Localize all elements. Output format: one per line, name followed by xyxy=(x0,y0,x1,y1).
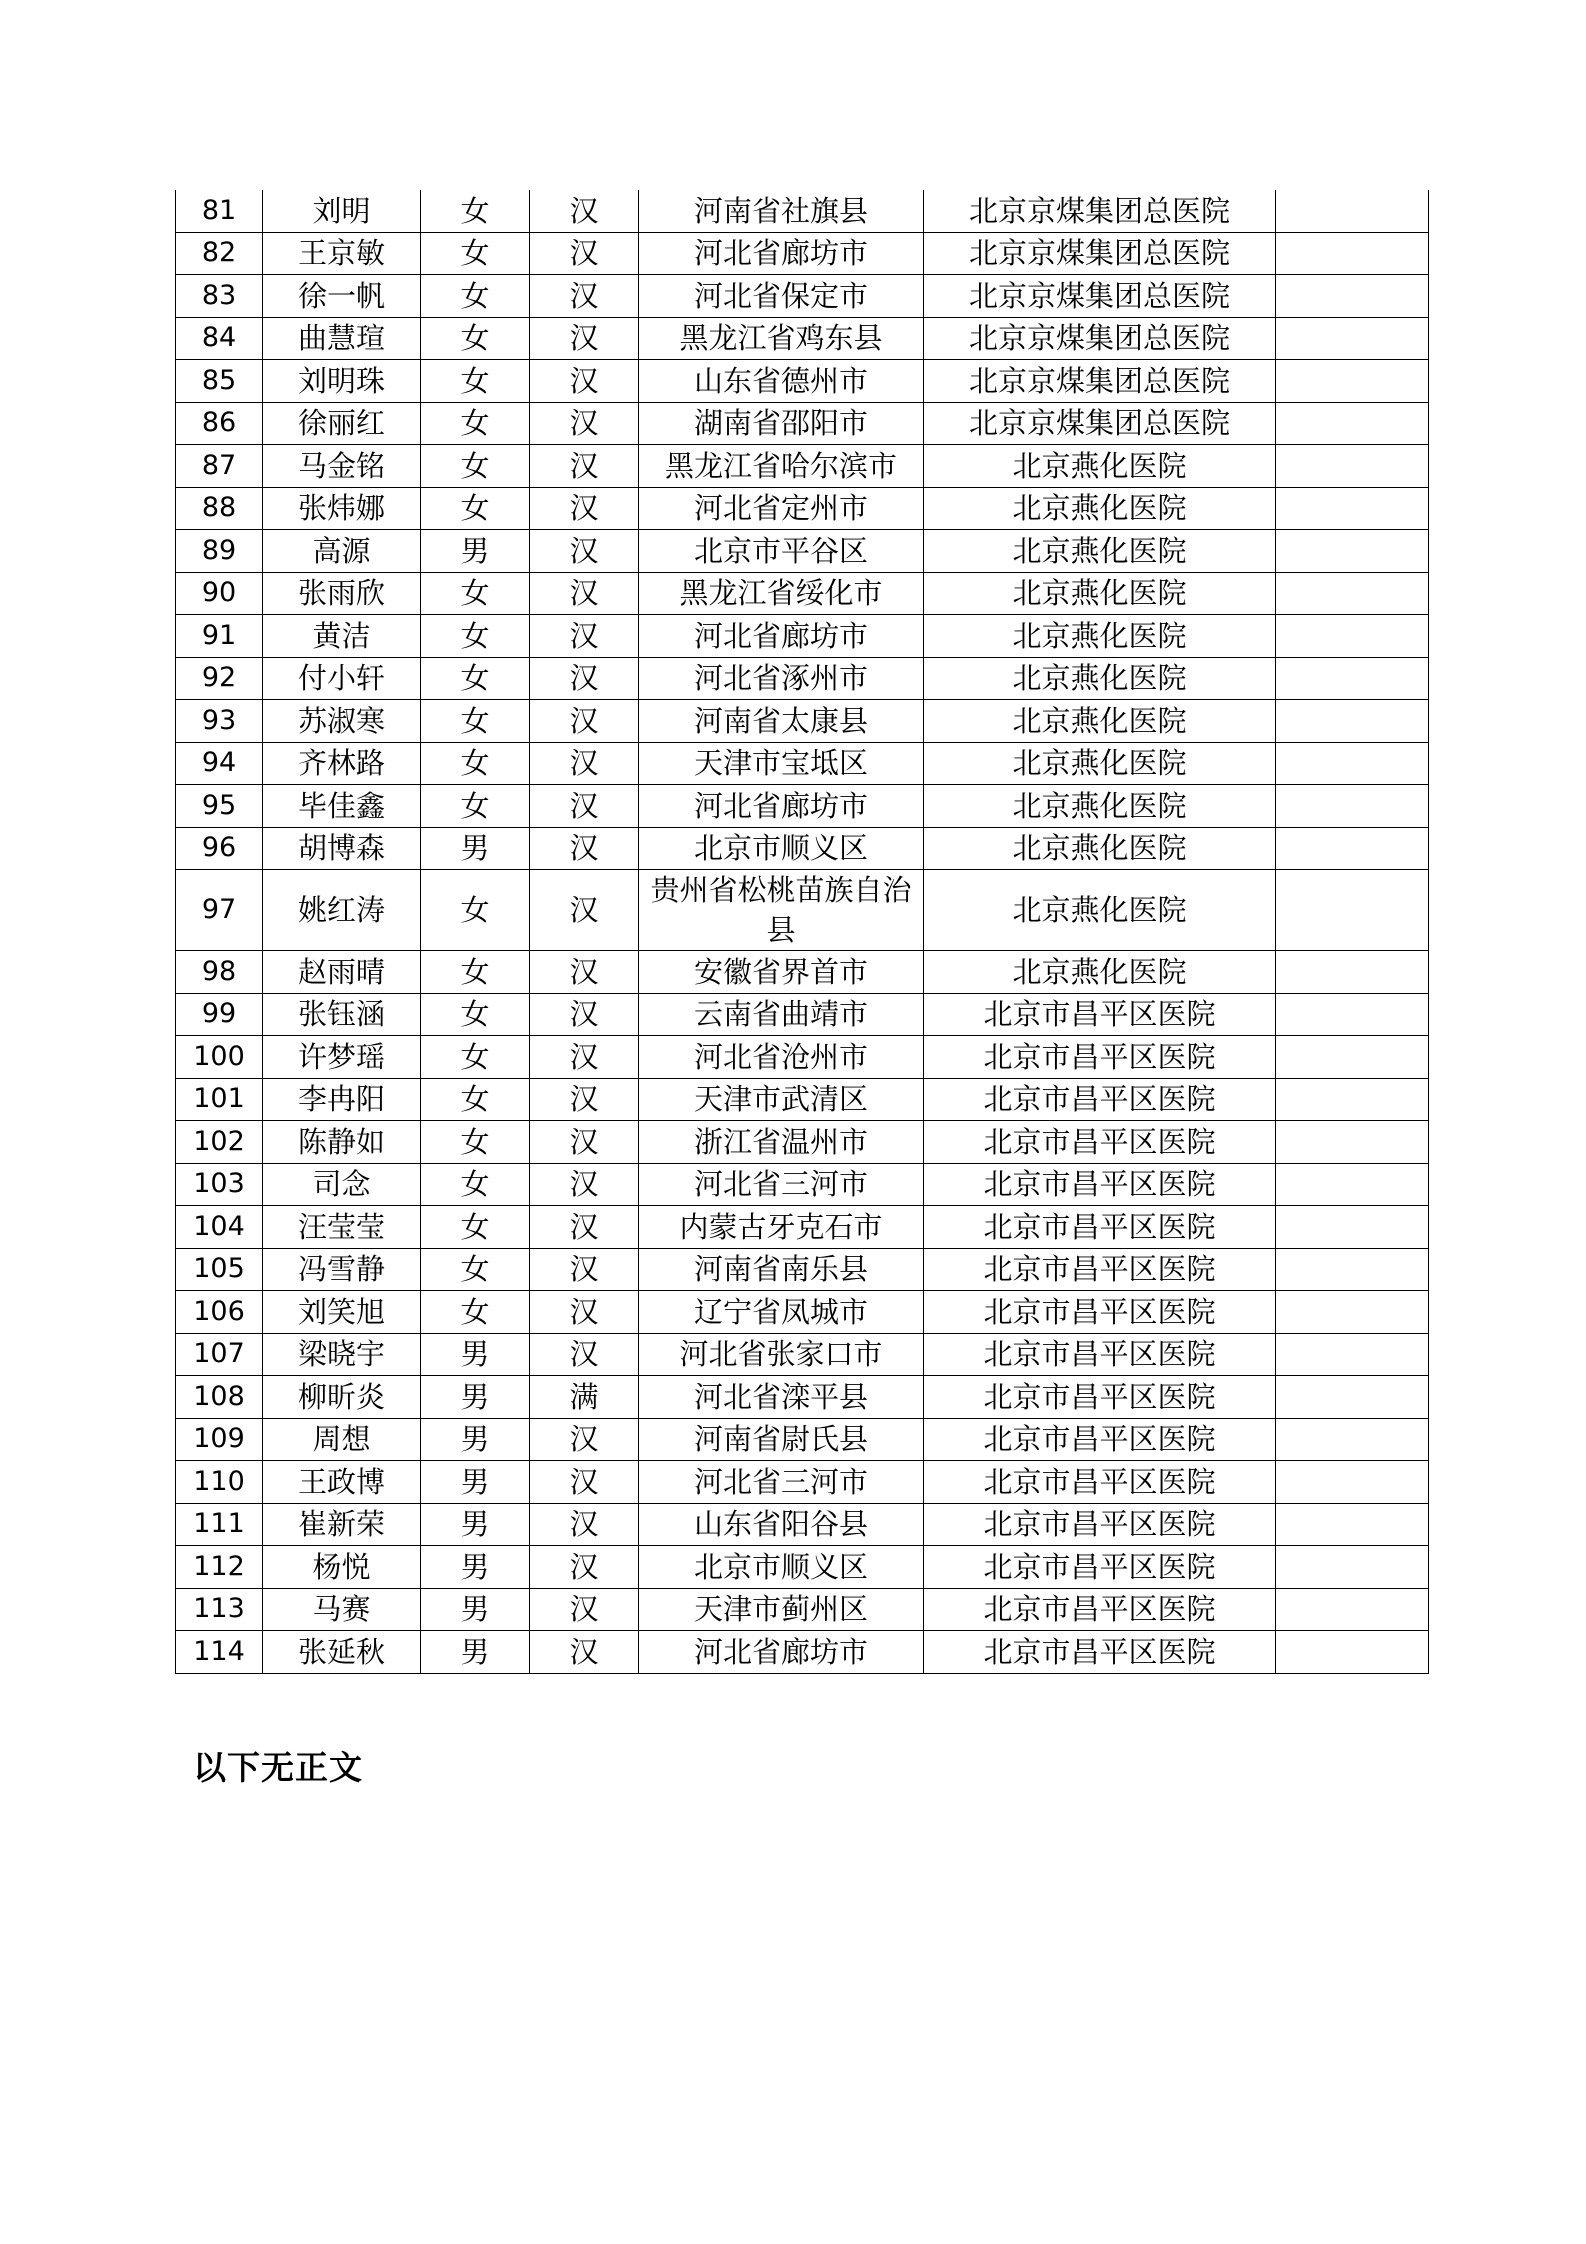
cell-ethnicity: 汉 xyxy=(530,1333,639,1376)
cell-ethnicity: 汉 xyxy=(530,1546,639,1589)
cell-ethnicity: 汉 xyxy=(530,951,639,994)
cell-name: 张炜娜 xyxy=(263,487,421,530)
cell-note xyxy=(1276,360,1429,403)
cell-sex: 男 xyxy=(421,1418,530,1461)
cell-sex: 女 xyxy=(421,785,530,828)
table-row xyxy=(176,317,1429,360)
cell-sex: 女 xyxy=(421,572,530,615)
cell-note xyxy=(1276,402,1429,445)
cell-sex: 女 xyxy=(421,402,530,445)
cell-hospital: 北京京煤集团总医院 xyxy=(924,190,1276,232)
cell-sex: 男 xyxy=(421,1461,530,1504)
cell-hospital: 北京燕化医院 xyxy=(924,657,1276,700)
cell-ethnicity: 汉 xyxy=(530,275,639,318)
cell-origin: 河北省沧州市 xyxy=(639,1036,924,1079)
cell-sex: 男 xyxy=(421,1588,530,1631)
table-row xyxy=(176,700,1429,743)
cell-sex: 女 xyxy=(421,275,530,318)
table-row xyxy=(176,275,1429,318)
cell-hospital: 北京市昌平区医院 xyxy=(924,1206,1276,1249)
cell-origin: 山东省德州市 xyxy=(639,360,924,403)
cell-name: 李冉阳 xyxy=(263,1078,421,1121)
cell-sex: 女 xyxy=(421,700,530,743)
cell-name: 刘明珠 xyxy=(263,360,421,403)
cell-origin: 辽宁省凤城市 xyxy=(639,1291,924,1334)
cell-hospital: 北京京煤集团总医院 xyxy=(924,275,1276,318)
cell-hospital: 北京市昌平区医院 xyxy=(924,1163,1276,1206)
cell-name: 柳昕炎 xyxy=(263,1376,421,1419)
cell-number: 81 xyxy=(176,190,263,232)
cell-number: 101 xyxy=(176,1078,263,1121)
cell-ethnicity: 汉 xyxy=(530,1291,639,1334)
cell-note xyxy=(1276,785,1429,828)
cell-ethnicity: 汉 xyxy=(530,827,639,870)
cell-number: 92 xyxy=(176,657,263,700)
cell-hospital: 北京燕化医院 xyxy=(924,870,1276,951)
cell-name: 司念 xyxy=(263,1163,421,1206)
cell-ethnicity: 满 xyxy=(530,1376,639,1419)
cell-number: 109 xyxy=(176,1418,263,1461)
cell-origin: 云南省曲靖市 xyxy=(639,993,924,1036)
cell-hospital: 北京市昌平区医院 xyxy=(924,1588,1276,1631)
cell-name: 张延秋 xyxy=(263,1631,421,1674)
cell-ethnicity: 汉 xyxy=(530,993,639,1036)
cell-number: 96 xyxy=(176,827,263,870)
cell-name: 徐丽红 xyxy=(263,402,421,445)
table-row xyxy=(176,1546,1429,1589)
cell-ethnicity: 汉 xyxy=(530,1461,639,1504)
cell-name: 陈静如 xyxy=(263,1121,421,1164)
cell-origin: 湖南省邵阳市 xyxy=(639,402,924,445)
cell-hospital: 北京市昌平区医院 xyxy=(924,1121,1276,1164)
cell-sex: 男 xyxy=(421,1503,530,1546)
cell-name: 姚红涛 xyxy=(263,870,421,951)
cell-sex: 女 xyxy=(421,951,530,994)
cell-note xyxy=(1276,445,1429,488)
cell-name: 梁晓宇 xyxy=(263,1333,421,1376)
cell-hospital: 北京市昌平区医院 xyxy=(924,1418,1276,1461)
cell-number: 104 xyxy=(176,1206,263,1249)
cell-number: 98 xyxy=(176,951,263,994)
table-row xyxy=(176,1291,1429,1334)
cell-note xyxy=(1276,1206,1429,1249)
cell-number: 103 xyxy=(176,1163,263,1206)
cell-hospital: 北京市昌平区医院 xyxy=(924,1631,1276,1674)
table-row xyxy=(176,993,1429,1036)
cell-name: 付小轩 xyxy=(263,657,421,700)
table-row xyxy=(176,1588,1429,1631)
cell-origin: 河北省三河市 xyxy=(639,1461,924,1504)
cell-name: 徐一帆 xyxy=(263,275,421,318)
table-row xyxy=(176,1206,1429,1249)
cell-note xyxy=(1276,827,1429,870)
cell-sex: 男 xyxy=(421,827,530,870)
cell-sex: 女 xyxy=(421,1121,530,1164)
cell-name: 刘笑旭 xyxy=(263,1291,421,1334)
table-row xyxy=(176,487,1429,530)
table-row xyxy=(176,870,1429,951)
cell-origin: 内蒙古牙克石市 xyxy=(639,1206,924,1249)
cell-origin: 黑龙江省哈尔滨市 xyxy=(639,445,924,488)
cell-hospital: 北京市昌平区医院 xyxy=(924,1461,1276,1504)
cell-hospital: 北京市昌平区医院 xyxy=(924,1036,1276,1079)
cell-ethnicity: 汉 xyxy=(530,1248,639,1291)
cell-hospital: 北京燕化医院 xyxy=(924,615,1276,658)
table-row xyxy=(176,951,1429,994)
cell-hospital: 北京燕化医院 xyxy=(924,445,1276,488)
cell-sex: 男 xyxy=(421,530,530,573)
cell-ethnicity: 汉 xyxy=(530,572,639,615)
table-row xyxy=(176,530,1429,573)
cell-note xyxy=(1276,572,1429,615)
cell-name: 刘明 xyxy=(263,190,421,232)
cell-note xyxy=(1276,951,1429,994)
cell-hospital: 北京燕化医院 xyxy=(924,572,1276,615)
cell-hospital: 北京市昌平区医院 xyxy=(924,1503,1276,1546)
cell-ethnicity: 汉 xyxy=(530,487,639,530)
cell-number: 93 xyxy=(176,700,263,743)
cell-name: 毕佳鑫 xyxy=(263,785,421,828)
cell-hospital: 北京市昌平区医院 xyxy=(924,1376,1276,1419)
cell-sex: 男 xyxy=(421,1333,530,1376)
cell-name: 王政博 xyxy=(263,1461,421,1504)
cell-ethnicity: 汉 xyxy=(530,1418,639,1461)
cell-note xyxy=(1276,317,1429,360)
cell-name: 汪莹莹 xyxy=(263,1206,421,1249)
cell-origin: 北京市顺义区 xyxy=(639,1546,924,1589)
cell-note xyxy=(1276,870,1429,951)
cell-origin: 黑龙江省绥化市 xyxy=(639,572,924,615)
cell-ethnicity: 汉 xyxy=(530,742,639,785)
table-row xyxy=(176,1078,1429,1121)
cell-number: 111 xyxy=(176,1503,263,1546)
cell-hospital: 北京市昌平区医院 xyxy=(924,1078,1276,1121)
cell-sex: 女 xyxy=(421,190,530,232)
cell-note xyxy=(1276,1248,1429,1291)
cell-number: 97 xyxy=(176,870,263,951)
cell-origin: 河北省滦平县 xyxy=(639,1376,924,1419)
cell-hospital: 北京市昌平区医院 xyxy=(924,1248,1276,1291)
cell-origin: 河南省太康县 xyxy=(639,700,924,743)
cell-number: 100 xyxy=(176,1036,263,1079)
cell-origin: 天津市宝坻区 xyxy=(639,742,924,785)
cell-origin: 贵州省松桃苗族自治县 xyxy=(639,870,924,951)
cell-origin: 河北省三河市 xyxy=(639,1163,924,1206)
cell-note xyxy=(1276,1631,1429,1674)
cell-name: 曲慧瑄 xyxy=(263,317,421,360)
cell-note xyxy=(1276,1163,1429,1206)
cell-hospital: 北京京煤集团总医院 xyxy=(924,402,1276,445)
cell-name: 张钰涵 xyxy=(263,993,421,1036)
cell-name: 齐林路 xyxy=(263,742,421,785)
cell-note xyxy=(1276,1121,1429,1164)
cell-note xyxy=(1276,700,1429,743)
cell-number: 82 xyxy=(176,232,263,275)
cell-origin: 山东省阳谷县 xyxy=(639,1503,924,1546)
cell-number: 86 xyxy=(176,402,263,445)
cell-origin: 河北省张家口市 xyxy=(639,1333,924,1376)
cell-hospital: 北京燕化医院 xyxy=(924,700,1276,743)
cell-origin: 浙江省温州市 xyxy=(639,1121,924,1164)
cell-sex: 女 xyxy=(421,360,530,403)
table-row xyxy=(176,1503,1429,1546)
cell-sex: 男 xyxy=(421,1631,530,1674)
table-row xyxy=(176,190,1429,232)
cell-note xyxy=(1276,1376,1429,1419)
cell-origin: 北京市顺义区 xyxy=(639,827,924,870)
cell-name: 胡博森 xyxy=(263,827,421,870)
cell-name: 杨悦 xyxy=(263,1546,421,1589)
cell-sex: 女 xyxy=(421,1036,530,1079)
cell-number: 114 xyxy=(176,1631,263,1674)
cell-number: 102 xyxy=(176,1121,263,1164)
table-row xyxy=(176,232,1429,275)
cell-sex: 女 xyxy=(421,317,530,360)
cell-ethnicity: 汉 xyxy=(530,1631,639,1674)
cell-ethnicity: 汉 xyxy=(530,657,639,700)
cell-note xyxy=(1276,275,1429,318)
cell-ethnicity: 汉 xyxy=(530,530,639,573)
cell-name: 黄洁 xyxy=(263,615,421,658)
cell-number: 99 xyxy=(176,993,263,1036)
cell-origin: 河北省涿州市 xyxy=(639,657,924,700)
cell-number: 95 xyxy=(176,785,263,828)
cell-name: 高源 xyxy=(263,530,421,573)
cell-sex: 女 xyxy=(421,445,530,488)
cell-sex: 女 xyxy=(421,1078,530,1121)
cell-note xyxy=(1276,1461,1429,1504)
cell-hospital: 北京市昌平区医院 xyxy=(924,993,1276,1036)
cell-hospital: 北京市昌平区医院 xyxy=(924,1291,1276,1334)
cell-ethnicity: 汉 xyxy=(530,785,639,828)
cell-number: 110 xyxy=(176,1461,263,1504)
table-row xyxy=(176,827,1429,870)
cell-hospital: 北京市昌平区医院 xyxy=(924,1546,1276,1589)
cell-ethnicity: 汉 xyxy=(530,317,639,360)
cell-origin: 河北省廊坊市 xyxy=(639,785,924,828)
cell-note xyxy=(1276,1078,1429,1121)
cell-origin: 天津市蓟州区 xyxy=(639,1588,924,1631)
cell-number: 94 xyxy=(176,742,263,785)
table-row xyxy=(176,785,1429,828)
cell-origin: 河北省定州市 xyxy=(639,487,924,530)
cell-name: 赵雨晴 xyxy=(263,951,421,994)
cell-hospital: 北京燕化医院 xyxy=(924,487,1276,530)
cell-ethnicity: 汉 xyxy=(530,402,639,445)
cell-ethnicity: 汉 xyxy=(530,1036,639,1079)
cell-name: 周想 xyxy=(263,1418,421,1461)
cell-number: 113 xyxy=(176,1588,263,1631)
cell-note xyxy=(1276,657,1429,700)
cell-note xyxy=(1276,1418,1429,1461)
cell-note xyxy=(1276,1503,1429,1546)
cell-sex: 女 xyxy=(421,742,530,785)
cell-sex: 女 xyxy=(421,1163,530,1206)
table-row xyxy=(176,1461,1429,1504)
table-row xyxy=(176,1036,1429,1079)
cell-number: 108 xyxy=(176,1376,263,1419)
cell-name: 马赛 xyxy=(263,1588,421,1631)
cell-note xyxy=(1276,232,1429,275)
cell-note xyxy=(1276,487,1429,530)
table-row xyxy=(176,1631,1429,1674)
table-row xyxy=(176,1163,1429,1206)
cell-sex: 女 xyxy=(421,1206,530,1249)
cell-sex: 女 xyxy=(421,1248,530,1291)
cell-note xyxy=(1276,530,1429,573)
cell-note xyxy=(1276,1588,1429,1631)
cell-sex: 男 xyxy=(421,1546,530,1589)
cell-sex: 女 xyxy=(421,232,530,275)
cell-origin: 河南省南乐县 xyxy=(639,1248,924,1291)
cell-note xyxy=(1276,1291,1429,1334)
cell-sex: 男 xyxy=(421,1376,530,1419)
cell-origin: 河北省保定市 xyxy=(639,275,924,318)
cell-hospital: 北京燕化医院 xyxy=(924,785,1276,828)
cell-name: 冯雪静 xyxy=(263,1248,421,1291)
cell-origin: 安徽省界首市 xyxy=(639,951,924,994)
cell-note xyxy=(1276,615,1429,658)
cell-number: 89 xyxy=(176,530,263,573)
cell-ethnicity: 汉 xyxy=(530,1503,639,1546)
cell-ethnicity: 汉 xyxy=(530,615,639,658)
cell-origin: 河南省社旗县 xyxy=(639,190,924,232)
table-row xyxy=(176,1376,1429,1419)
cell-ethnicity: 汉 xyxy=(530,1206,639,1249)
cell-sex: 女 xyxy=(421,657,530,700)
cell-note xyxy=(1276,1333,1429,1376)
cell-hospital: 北京燕化医院 xyxy=(924,742,1276,785)
cell-ethnicity: 汉 xyxy=(530,360,639,403)
cell-sex: 女 xyxy=(421,870,530,951)
cell-note xyxy=(1276,1036,1429,1079)
table-row xyxy=(176,1248,1429,1291)
cell-number: 106 xyxy=(176,1291,263,1334)
cell-hospital: 北京燕化医院 xyxy=(924,827,1276,870)
cell-origin: 河南省尉氏县 xyxy=(639,1418,924,1461)
cell-hospital: 北京燕化医院 xyxy=(924,530,1276,573)
cell-number: 107 xyxy=(176,1333,263,1376)
table-row xyxy=(176,572,1429,615)
cell-ethnicity: 汉 xyxy=(530,700,639,743)
cell-sex: 女 xyxy=(421,615,530,658)
cell-number: 112 xyxy=(176,1546,263,1589)
cell-number: 105 xyxy=(176,1248,263,1291)
cell-name: 崔新荣 xyxy=(263,1503,421,1546)
table-row xyxy=(176,615,1429,658)
cell-origin: 天津市武清区 xyxy=(639,1078,924,1121)
cell-number: 85 xyxy=(176,360,263,403)
cell-hospital: 北京市昌平区医院 xyxy=(924,1333,1276,1376)
cell-ethnicity: 汉 xyxy=(530,190,639,232)
cell-hospital: 北京京煤集团总医院 xyxy=(924,317,1276,360)
cell-origin: 河北省廊坊市 xyxy=(639,1631,924,1674)
cell-hospital: 北京燕化医院 xyxy=(924,951,1276,994)
table-row xyxy=(176,742,1429,785)
cell-number: 88 xyxy=(176,487,263,530)
roster-table xyxy=(175,190,1429,1674)
cell-name: 张雨欣 xyxy=(263,572,421,615)
cell-note xyxy=(1276,742,1429,785)
cell-name: 苏淑寒 xyxy=(263,700,421,743)
table-row xyxy=(176,360,1429,403)
cell-number: 90 xyxy=(176,572,263,615)
cell-origin: 北京市平谷区 xyxy=(639,530,924,573)
roster-table-body xyxy=(176,190,1429,1673)
cell-name: 马金铭 xyxy=(263,445,421,488)
cell-ethnicity: 汉 xyxy=(530,870,639,951)
cell-name: 许梦瑶 xyxy=(263,1036,421,1079)
table-row xyxy=(176,1333,1429,1376)
table-row xyxy=(176,1121,1429,1164)
cell-ethnicity: 汉 xyxy=(530,1121,639,1164)
cell-ethnicity: 汉 xyxy=(530,232,639,275)
table-row xyxy=(176,445,1429,488)
end-note: 以下无正文 xyxy=(193,1748,363,1787)
cell-number: 83 xyxy=(176,275,263,318)
cell-origin: 河北省廊坊市 xyxy=(639,615,924,658)
cell-note xyxy=(1276,993,1429,1036)
cell-ethnicity: 汉 xyxy=(530,445,639,488)
table-row xyxy=(176,657,1429,700)
cell-sex: 女 xyxy=(421,487,530,530)
cell-number: 84 xyxy=(176,317,263,360)
cell-number: 87 xyxy=(176,445,263,488)
cell-origin: 河北省廊坊市 xyxy=(639,232,924,275)
cell-origin: 黑龙江省鸡东县 xyxy=(639,317,924,360)
cell-note xyxy=(1276,190,1429,232)
cell-note xyxy=(1276,1546,1429,1589)
cell-number: 91 xyxy=(176,615,263,658)
cell-hospital: 北京京煤集团总医院 xyxy=(924,360,1276,403)
cell-ethnicity: 汉 xyxy=(530,1078,639,1121)
cell-name: 王京敏 xyxy=(263,232,421,275)
cell-hospital: 北京京煤集团总医院 xyxy=(924,232,1276,275)
cell-sex: 女 xyxy=(421,1291,530,1334)
cell-ethnicity: 汉 xyxy=(530,1163,639,1206)
cell-ethnicity: 汉 xyxy=(530,1588,639,1631)
table-row xyxy=(176,402,1429,445)
cell-sex: 女 xyxy=(421,993,530,1036)
table-row xyxy=(176,1418,1429,1461)
